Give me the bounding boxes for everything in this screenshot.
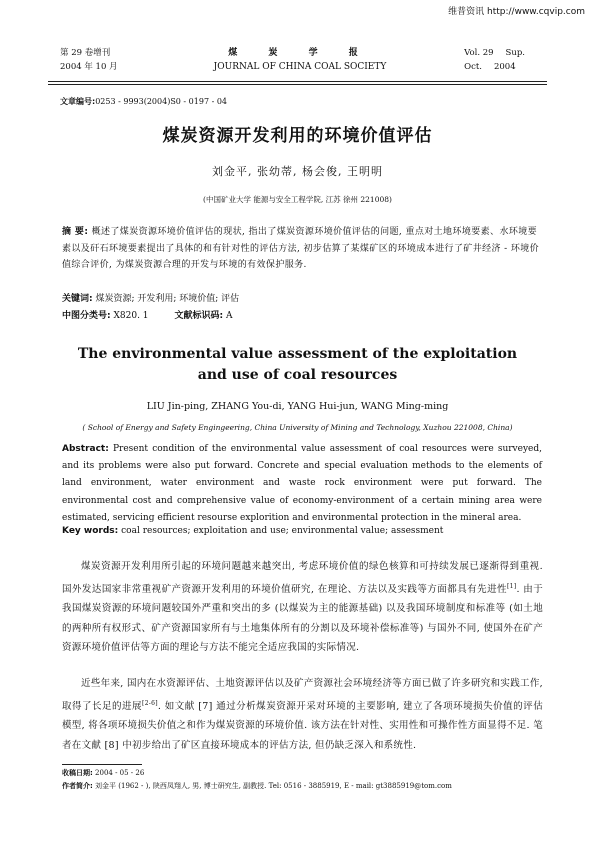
article-number-value: 0253 - 9993(2004)S0 - 0197 - 04	[95, 97, 227, 106]
keywords-cn-label: 关键词:	[62, 294, 93, 304]
author-bio-value: 刘金平 (1962 - ), 陕西凤翔人, 男, 博士研究生, 副教授. Tel: 0516 - 3885919, E - mail: gt3885919@tom.com	[95, 782, 452, 790]
affiliation-english: ( School of Energy and Safety Engingeering, China University of Mining and Technology, Xuzhou 221008, China)	[82, 423, 513, 432]
keywords-english	[62, 526, 542, 536]
journal-name-en: JOURNAL OF CHINA COAL SOCIETY	[213, 62, 387, 72]
header-right	[464, 46, 537, 74]
abstract-cn-text: 概述了煤炭资源环境价值评估的现状, 指出了煤炭资源环境价值评估的问题, 重点对土地环境要素、水环境要素以及矸石环境要素提出了具体的和有针对性的评估方法, 初步估算了某煤矿区的环境成本进行了矿井经济 - 环境价值综合评价, 为煤炭资源合理的开发与环境的有效保护服务.	[62, 227, 540, 271]
authors-english: LIU Jin-ping, ZHANG You-di, YANG Hui-jun, WANG Ming-ming	[146, 401, 449, 412]
para1-text-b: . 由于我国煤炭资源的环境问题较国外严重和突出的多 (以煤炭为主的能源基础) 以及我国环境制度和标准等 (如土地的两种所有权形式、矿产资源国家所有与土地集体所有的分割以及环境补偿标准等) 与国外不同, 使国外在矿产资源环境价值评估等方面的理论与方法不能完全适应我国的实际情况.	[62, 583, 543, 654]
header-journal	[180, 46, 420, 74]
journal-name-cn: 煤 炭 学 报	[228, 48, 372, 58]
author-bio-label: 作者简介:	[62, 782, 93, 790]
title-chinese: 煤炭资源开发利用的环境价值评估	[162, 126, 433, 146]
abstract-en-label: Abstract:	[62, 444, 109, 454]
footnote-rule	[62, 764, 142, 765]
keywords-chinese	[62, 291, 542, 308]
received-label: 收稿日期:	[62, 769, 93, 777]
header-left	[60, 46, 118, 74]
vol-label: Vol. 29	[464, 48, 494, 58]
keywords-en-label: Key words:	[62, 526, 119, 536]
para1-text-a: 煤炭资源开发利用所引起的环境问题越来越突出, 考虑环境价值的绿色核算和可持续发展已逐渐得到重视. 国外发达国家非常重视矿产资源开发利用的环境价值研究, 在理论、方法以及实践等方面都具有先进性	[62, 561, 543, 595]
doc-code-label: 文献标识码:	[174, 311, 224, 321]
class-number-label: 中图分类号:	[62, 311, 111, 321]
affiliation-chinese: (中国矿业大学 能源与安全工程学院, 江苏 徐州 221008)	[203, 195, 392, 204]
title-en-line1: The environmental value assessment of the exploitation	[77, 346, 518, 362]
body-paragraph	[62, 557, 543, 658]
citation-ref: [2-6]	[142, 699, 158, 707]
abstract-chinese	[62, 224, 542, 274]
footnote-author	[62, 780, 452, 793]
volume-label: 第 29 卷增刊	[60, 48, 111, 58]
watermark-text: 维普资讯 http://www.cqvip.com	[448, 7, 585, 17]
header-rule-thick	[48, 81, 547, 82]
body-paragraph	[62, 674, 543, 755]
abstract-en-text: Present condition of the environmental value assessment of coal resources were surveyed, and its problems were also put forward. Concrete and special evaluation methods to the elements of land environment, water environment and waste rock environment were put forward. The environmental cost and comprehensive value of economy-environment of a certain mining area were estimated, servicing efficient resourse explorition and environmental protection in the mineral area.	[62, 444, 542, 523]
month-label: Oct.	[464, 62, 482, 72]
article-number-label: 文章编号:	[60, 97, 96, 106]
class-number-value: X820. 1	[113, 311, 149, 321]
classification-line	[62, 308, 542, 325]
abstract-english	[62, 441, 542, 527]
abstract-cn-label: 摘 要:	[62, 227, 89, 237]
para2-text-a: 近些年来, 国内在水资源评估、土地资源评估以及矿产资源社会环境经济等方面已做了许多研究和实践工作, 取得了长足的进展	[62, 678, 543, 712]
citation-ref: [1]	[507, 582, 517, 590]
para2-text-b: . 如文献 [7] 通过分析煤炭资源开采对环境的主要影响, 建立了各项环境损失价值的评估模型, 将各项环境损失价值之和作为煤炭资源的环境价值. 该方法在针对性、实用性和可操作性方面显得不足. 笔者在文献 [8] 中初步给出了矿区直接环境成本的评估方法, 但仍缺乏深入和系统性.	[62, 700, 543, 751]
authors-chinese: 刘金平, 张幼蒂, 杨会俊, 王明明	[212, 165, 383, 178]
keywords-en-text: coal resources; exploitation and use; environmental value; assessment	[121, 526, 444, 536]
received-value: 2004 - 05 - 26	[95, 769, 145, 777]
sup-label: Sup.	[505, 48, 525, 58]
doc-code-value: A	[226, 311, 233, 321]
article-number	[60, 96, 227, 107]
header-rule-thin	[48, 84, 547, 85]
date-label: 2004 年 10 月	[60, 62, 118, 72]
year-label: 2004	[493, 62, 516, 72]
title-english	[0, 344, 595, 386]
footnote-received	[62, 767, 144, 780]
keywords-cn-text: 煤炭资源; 开发利用; 环境价值; 评估	[95, 294, 240, 304]
title-en-line2: and use of coal resources	[197, 367, 398, 383]
